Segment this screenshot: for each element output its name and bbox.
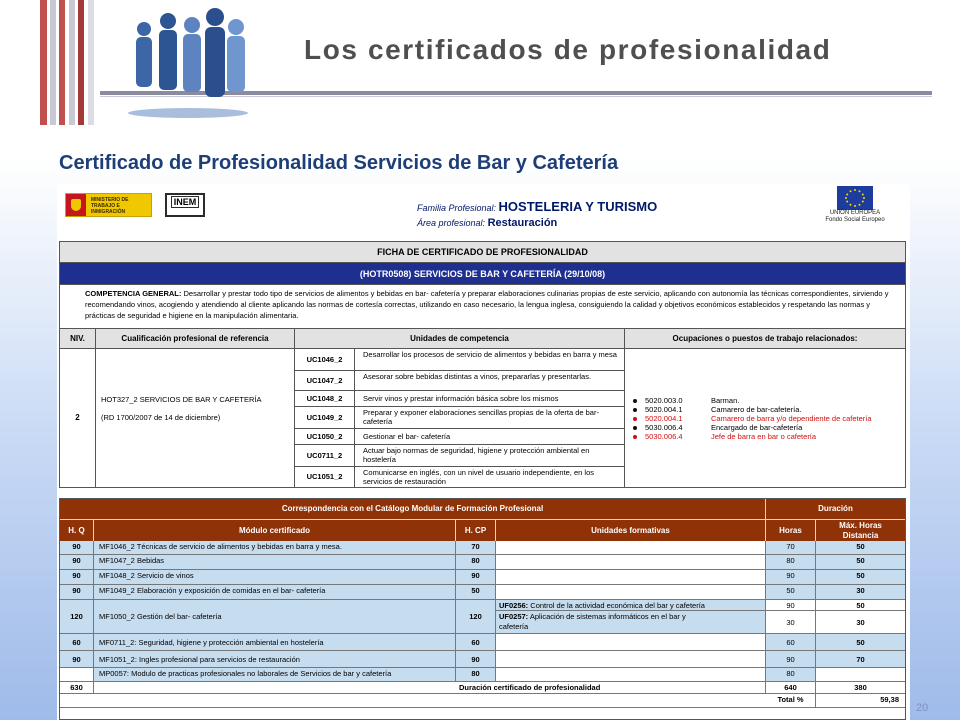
table-row: 80 xyxy=(456,555,496,570)
slide-subtitle: Certificado de Profesionalidad Servicios de Bar y Cafetería xyxy=(59,152,619,174)
table-row: 50 xyxy=(816,555,905,570)
table-row: 60 xyxy=(766,634,816,651)
table-row: 90 xyxy=(60,541,94,555)
occupations-list xyxy=(625,349,905,487)
pct-row xyxy=(60,694,766,708)
table-row xyxy=(496,570,766,585)
table-row: 80 xyxy=(766,555,816,570)
total-row: Duración certificado de profesionalidad xyxy=(94,682,766,694)
unit-code: UC1048_2 xyxy=(295,391,355,407)
table-row xyxy=(496,555,766,570)
table-row xyxy=(496,634,766,651)
unit-code: UC1047_2 xyxy=(295,371,355,391)
table-row: MF1049_2 Elaboración y exposición de comidas en el bar- cafetería xyxy=(94,585,456,600)
ficha-code: (HOTR0508) SERVICIOS DE BAR Y CAFETERÍA (29/10/08) xyxy=(60,263,905,285)
table-row: MF1048_2 Servicio de vinos xyxy=(94,570,456,585)
table-row: 80 xyxy=(766,668,816,682)
table-row: 50 xyxy=(766,585,816,600)
ficha-table xyxy=(59,241,906,488)
table-row: UF0256: Control de la actividad económica del bar y cafetería xyxy=(496,600,766,611)
page-number: 20 xyxy=(916,702,929,714)
total-row: 630 xyxy=(60,682,94,694)
table-row: 30 xyxy=(816,585,905,600)
table-row: 90 xyxy=(60,585,94,600)
table-row: 80 xyxy=(456,668,496,682)
people-silhouette-icon xyxy=(122,3,254,121)
pct-value: 59,38 xyxy=(816,694,905,708)
table-row: 90 xyxy=(60,651,94,668)
catalog-header: Correspondencia con el Catálogo Modular de Formación Profesional xyxy=(60,499,766,519)
unit-description: Preparar y exponer elaboraciones sencillas propias de la oferta de bar- cafetería xyxy=(355,407,625,429)
area-profesional: Área profesional: Restauración xyxy=(417,217,558,229)
occupation-item: 5030.006.4 Encargado de bar-cafetería xyxy=(633,423,802,432)
unit-code: UC1049_2 xyxy=(295,407,355,429)
table-row: 60 xyxy=(60,634,94,651)
unit-code: UC0711_2 xyxy=(295,445,355,467)
table-row: MP0057: Modulo de practicas profesionales no laborales de Servicios de bar y cafetería xyxy=(94,668,456,682)
table-row: UF0257: Aplicación de sistemas informáticos en el bar y cafetería xyxy=(496,611,766,634)
occupation-item: 5020.004.1 Camarero de barra y/o dependiente de cafetería xyxy=(633,414,872,423)
table-row xyxy=(496,668,766,682)
occupation-item: 5030.006.4 Jefe de barra en bar o cafetería xyxy=(633,432,816,441)
unit-code: UC1046_2 xyxy=(295,349,355,371)
table-row: 90 xyxy=(60,570,94,585)
unit-code: UC1050_2 xyxy=(295,429,355,445)
table-row: 50 xyxy=(816,570,905,585)
header-nivel: NIV. xyxy=(60,329,96,349)
table-row: 70 xyxy=(456,541,496,555)
table-row: 50 xyxy=(816,600,905,611)
table-row: 90 xyxy=(60,555,94,570)
total-row: 640 xyxy=(766,682,816,694)
table-row: 60 xyxy=(456,634,496,651)
occupation-item: 5020.004.1 Camarero de bar-cafetería. xyxy=(633,405,801,414)
header-ocupaciones: Ocupaciones o puestos de trabajo relacionados: xyxy=(625,329,905,349)
table-row: 70 xyxy=(816,651,905,668)
occupation-item: 5020.003.0 Barman. xyxy=(633,396,739,405)
table-row xyxy=(816,668,905,682)
inem-logo: INEM xyxy=(165,193,205,217)
unit-description: Servir vinos y prestar información básica sobre los mismos xyxy=(355,391,625,407)
unit-description: Comunicarse en inglés, con un nivel de usuario independiente, en los servicios de restauración xyxy=(355,467,625,487)
table-row: 90 xyxy=(766,600,816,611)
pct-label: Total % xyxy=(766,694,816,708)
table-row: 70 xyxy=(766,541,816,555)
table-row: MF1051_2: Ingles profesional para servicios de restauración xyxy=(94,651,456,668)
col-hq: H. Q xyxy=(60,519,94,541)
total-row: 380 xyxy=(816,682,905,694)
table-row: 90 xyxy=(456,651,496,668)
col-hcp: H. CP xyxy=(456,519,496,541)
table-row: 30 xyxy=(766,611,816,634)
unit-code: UC1051_2 xyxy=(295,467,355,487)
table-row: MF0711_2: Seguridad, higiene y protección ambiental en hostelería xyxy=(94,634,456,651)
unit-description: Asesorar sobre bebidas distintas a vinos, prepararlas y presentarlas. xyxy=(355,371,625,391)
col-horas: Horas xyxy=(766,519,816,541)
competencia-general: COMPETENCIA GENERAL: Desarrollar y prestar todo tipo de servicios de alimentos y bebidas en bar- cafetería y preparar elaboraciones culinarias propias de este servicio, aplicando con autonomía las técnicas correspondientes, sirviendo y recomendando vinos, acogiendo y atendiendo al cliente aplicando las normas de cortesía correctas, utilizando en caso necesario, la lengua inglesa, consiguiendo la calidad y objetivos económicos establecidos y respetando las normas y prácticas de seguridad e higiene en la manipulación alimentaria. xyxy=(60,285,905,329)
table-row: 50 xyxy=(456,585,496,600)
cualificacion-cell: HOT327_2 SERVICIOS DE BAR Y CAFETERÍA (RD 1700/2007 de 14 de diciembre) xyxy=(96,349,295,487)
table-row xyxy=(60,668,94,682)
eu-caption: UNIÓN EUROPEA Fondo Social Europeo xyxy=(825,210,885,223)
table-row: 120 xyxy=(60,600,94,634)
slide-title: Los certificados de profesionalidad xyxy=(304,34,832,65)
familia-profesional: Familia Profesional: HOSTELERIA Y TURISMO xyxy=(417,199,658,214)
table-row: 50 xyxy=(816,541,905,555)
table-row xyxy=(496,541,766,555)
table-row xyxy=(496,651,766,668)
col-unidades: Unidades formativas xyxy=(496,519,766,541)
ficha-title: FICHA DE CERTIFICADO DE PROFESIONALIDAD xyxy=(60,242,905,263)
eu-flag-icon xyxy=(837,186,873,210)
unit-description: Desarrollar los procesos de servicio de alimentos y bebidas en barra y mesa xyxy=(355,349,625,371)
table-row: 90 xyxy=(456,570,496,585)
table-row: 120 xyxy=(456,600,496,634)
table-row: MF1046_2 Técnicas de servicio de alimentos y bebidas en barra y mesa. xyxy=(94,541,456,555)
duracion-header: Duración xyxy=(766,499,905,519)
unit-description: Gestionar el bar- cafetería xyxy=(355,429,625,445)
coat-of-arms-icon xyxy=(71,199,81,211)
table-row: 90 xyxy=(766,651,816,668)
table-row: MF1047_2 Bebidas xyxy=(94,555,456,570)
ministry-logo: MINISTERIO DE TRABAJO E INMIGRACIÓN xyxy=(65,193,152,217)
table-row: 50 xyxy=(816,634,905,651)
nivel-value: 2 xyxy=(60,349,96,487)
catalog-table xyxy=(59,498,906,720)
table-row: 90 xyxy=(766,570,816,585)
col-modulo: Módulo certificado xyxy=(94,519,456,541)
table-row xyxy=(496,585,766,600)
header-cualificacion: Cualificación profesional de referencia xyxy=(96,329,295,349)
unit-description: Actuar bajo normas de seguridad, higiene y protección ambiental en hostelería xyxy=(355,445,625,467)
table-row: MF1050_2 Gestión del bar- cafetería xyxy=(94,600,456,634)
header-unidades: Unidades de competencia xyxy=(295,329,625,349)
table-row: 30 xyxy=(816,611,905,634)
decorative-bars xyxy=(40,0,100,125)
col-max: Máx. Horas Distancia xyxy=(816,519,905,541)
certificate-sheet xyxy=(57,184,910,720)
